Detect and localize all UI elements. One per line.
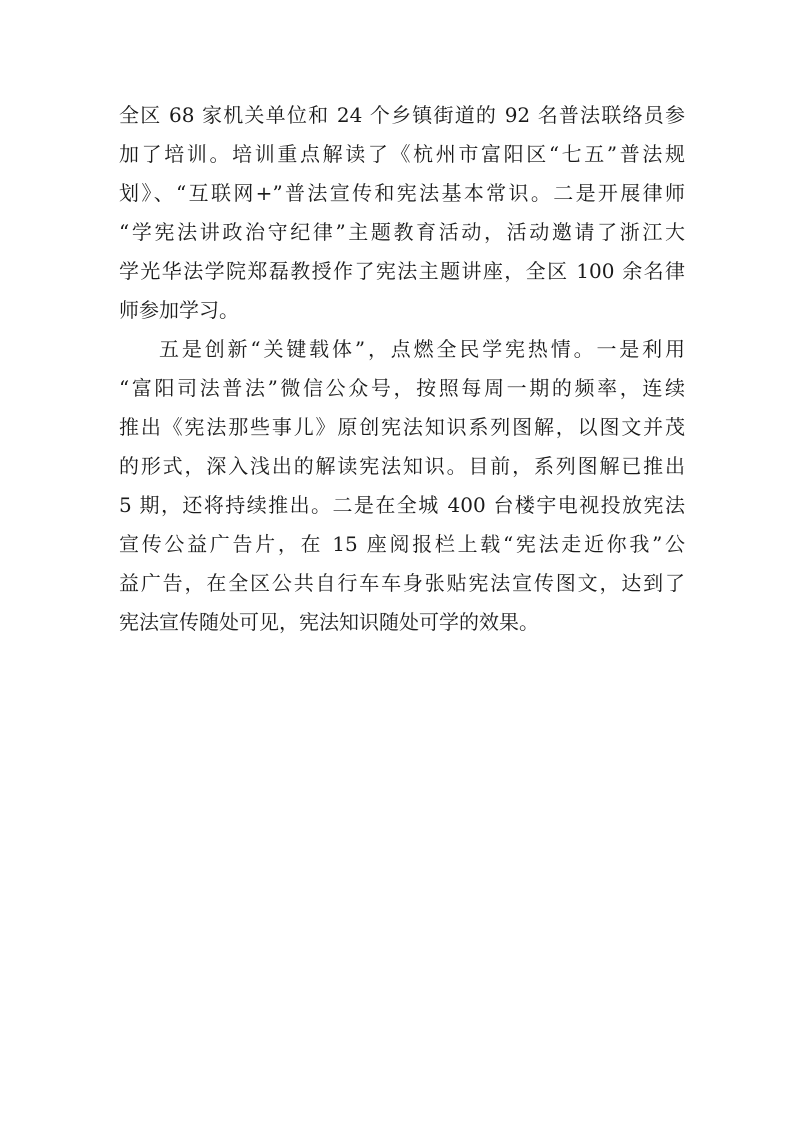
document-body — [119, 96, 685, 642]
paragraph-2-line-6: 宣传公益广告片，在 15 座阅报栏上载“宪法走近你我”公 — [119, 532, 685, 556]
paragraph-2-line-5: 5 期，还将持续推出。二是在全城 400 台楼宇电视投放宪法 — [119, 493, 685, 517]
paragraph-2-line-7: 益广告，在全区公共自行车车身张贴宪法宣传图文，达到了 — [119, 571, 685, 595]
paragraph-2-line-2: “富阳司法普法”微信公众号，按照每周一期的频率，连续 — [119, 376, 685, 400]
paragraph-1-line-6: 师参加学习。 — [119, 298, 239, 322]
paragraph-1-line-3: 划》、“互联网+”普法宣传和宪法基本常识。二是开展律师 — [119, 181, 685, 205]
paragraph-1-line-1: 全区 68 家机关单位和 24 个乡镇街道的 92 名普法联络员参 — [119, 103, 685, 127]
paragraph-1 — [119, 96, 685, 330]
paragraph-1-line-5: 学光华法学院郑磊教授作了宪法主题讲座，全区 100 余名律 — [119, 259, 685, 283]
paragraph-2-line-3: 推出《宪法那些事儿》原创宪法知识系列图解，以图文并茂 — [119, 415, 685, 439]
paragraph-2-line-4: 的形式，深入浅出的解读宪法知识。目前，系列图解已推出 — [119, 454, 685, 478]
paragraph-1-line-4: “学宪法讲政治守纪律”主题教育活动，活动邀请了浙江大 — [119, 220, 685, 244]
paragraph-2-line-1: 五是创新“关键载体”，点燃全民学宪热情。一是利用 — [159, 337, 685, 361]
paragraph-2 — [119, 330, 685, 642]
paragraph-2-line-8: 宪法宣传随处可见，宪法知识随处可学的效果。 — [119, 610, 539, 634]
paragraph-1-line-2: 加了培训。培训重点解读了《杭州市富阳区“七五”普法规 — [119, 142, 685, 166]
